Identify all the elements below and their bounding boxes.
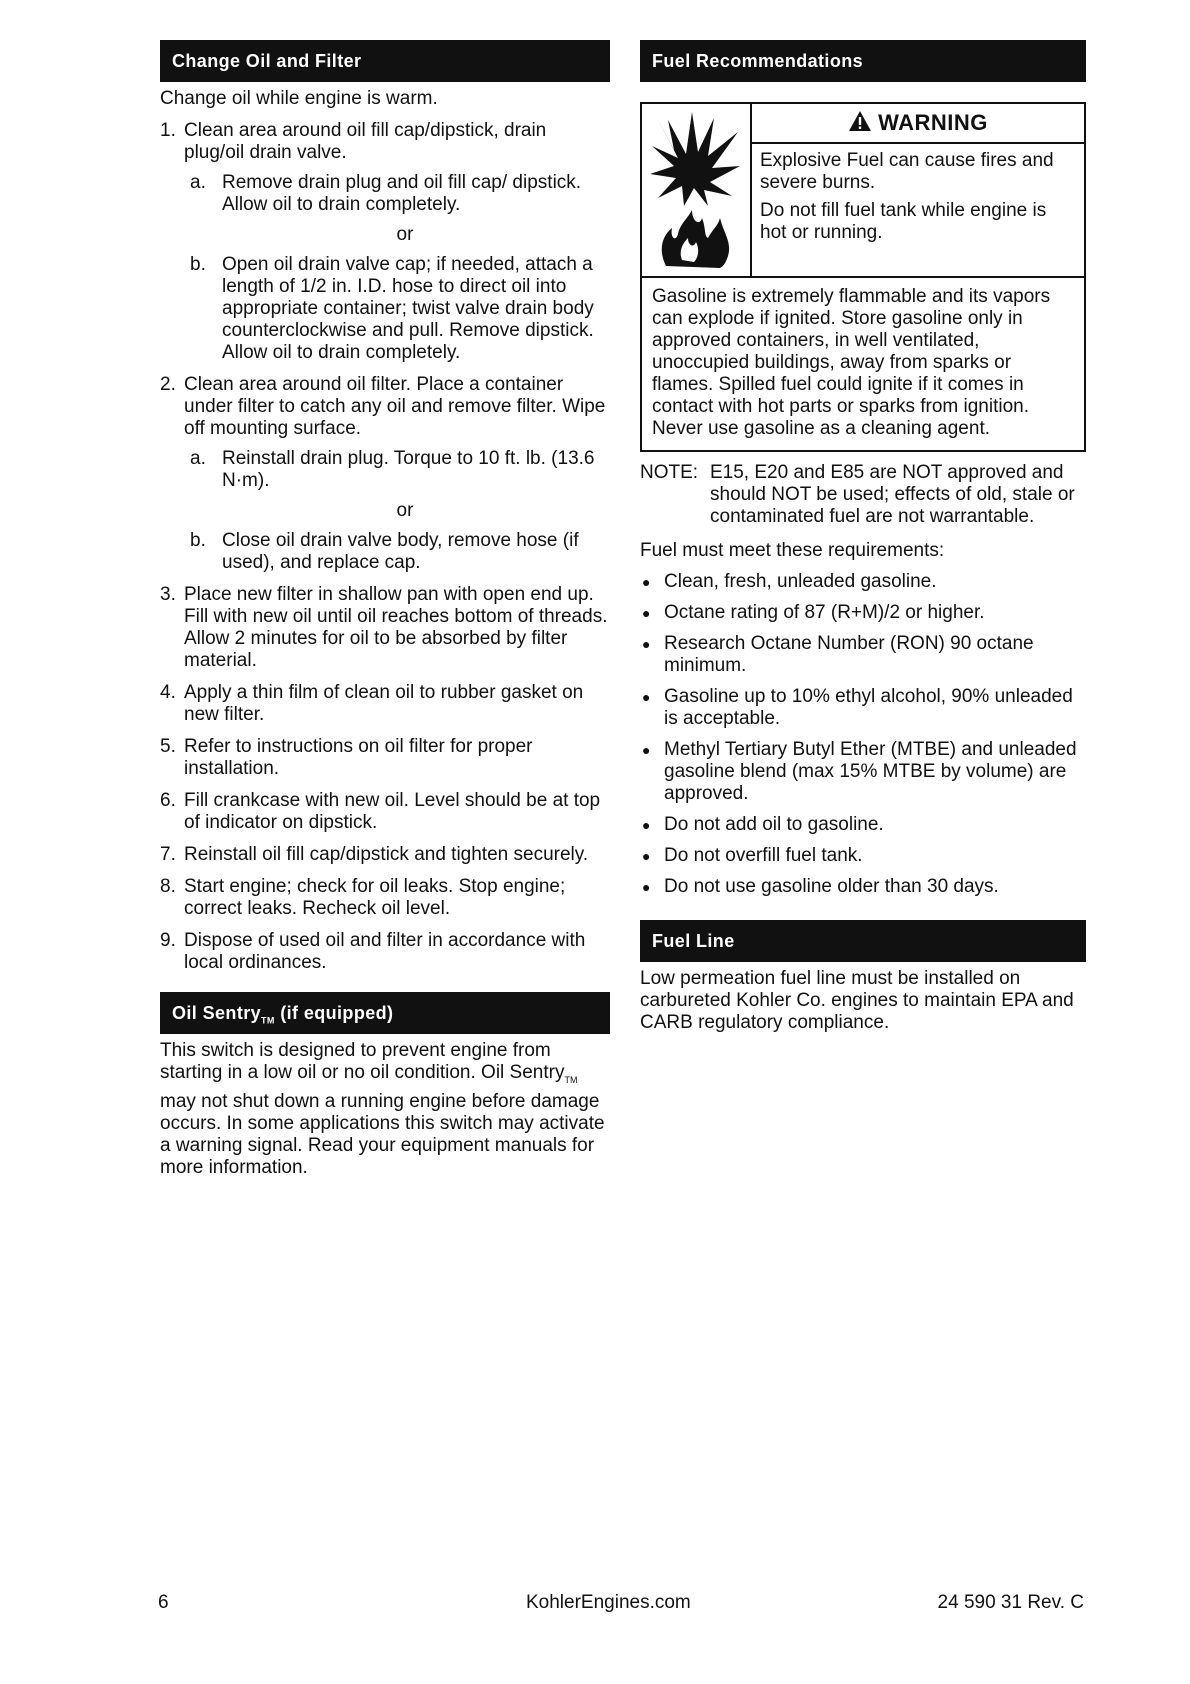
list-item: ● Octane rating of 87 (R+M)/2 or higher. xyxy=(642,602,985,623)
footer-website: KohlerEngines.com xyxy=(526,1592,691,1613)
list-item: ● Clean, fresh, unleaded gasoline. xyxy=(642,571,937,592)
list-item: ● Research Octane Number (RON) 90 octane minimum. xyxy=(642,633,1034,676)
or-separator: or xyxy=(396,500,414,521)
step-7: 7. Reinstall oil fill cap/dipstick and tighten securely. xyxy=(160,844,589,865)
document-number: 24 590 31 Rev. C xyxy=(937,1592,1084,1613)
step-3: 3. Place new filter in shallow pan with open end up. Fill with new oil until oil reaches bottom of threads. Allow 2 minutes for oil to be absorbed by filter material. xyxy=(160,584,608,671)
warning-line-2: Do not fill fuel tank while engine is hot or running. xyxy=(760,200,1047,243)
warning-title: WARNING xyxy=(752,104,1084,144)
list-item: ● Do not add oil to gasoline. xyxy=(642,814,884,835)
fuel-recommendations-heading: Fuel Recommendations xyxy=(640,40,1086,82)
step-2: 2. Clean area around oil filter. Place a container under filter to catch any oil and remove filter. Wipe off mounting surface. xyxy=(160,374,606,439)
oil-sentry-heading: Oil Sentry$_{TM}$ (if equipped) xyxy=(160,992,610,1034)
page-number: 6 xyxy=(158,1592,169,1613)
step-6: 6. Fill crankcase with new oil. Level should be at top of indicator on dipstick. xyxy=(160,790,601,833)
requirements-list xyxy=(640,571,1086,898)
change-oil-intro: Change oil while engine is warm. xyxy=(160,88,438,109)
right-column xyxy=(640,40,1086,1034)
fuel-line-heading: Fuel Line xyxy=(640,920,1086,962)
change-oil-heading: Change Oil and Filter xyxy=(160,40,610,82)
warning-box xyxy=(640,102,1086,452)
step-2a: a. Reinstall drain plug. Torque to 10 ft. lb. (13.6 N·m). xyxy=(190,448,595,491)
step-5: 5. Refer to instructions on oil filter for proper installation. xyxy=(160,736,533,779)
warning-body: Gasoline is extremely flammable and its vapors can explode if ignited. Store gasoline only in approved containers, in well ventilated, unoccupied buildings, away from sparks or flames. Spilled fuel could ignite if it comes in contact with hot parts or sparks from ignition. Never use gasoline as a cleaning agent. xyxy=(652,286,1051,439)
left-column xyxy=(160,40,610,1179)
warning-line-1: Explosive Fuel can cause fires and severe burns. xyxy=(760,150,1054,193)
step-9: 9. Dispose of used oil and filter in accordance with local ordinances. xyxy=(160,930,586,973)
step-1: 1. Clean area around oil fill cap/dipstick, drain plug/oil drain valve. xyxy=(160,120,547,163)
fuel-line-body: Low permeation fuel line must be installed on carbureted Kohler Co. engines to maintain EPA and CARB regulatory compliance. xyxy=(640,968,1074,1033)
step-1b: b. Open oil drain valve cap; if needed, attach a length of 1/2 in. I.D. hose to direct oil into appropriate container; twist valve drain body counterclockwise and pull. Remove dipstick. Allow oil to drain completely. xyxy=(190,254,594,363)
fuel-note: NOTE: E15, E20 and E85 are NOT approved and should NOT be used; effects of old, stale or contaminated fuel are not warrantable. xyxy=(640,462,1075,527)
step-8: 8. Start engine; check for oil leaks. Stop engine; correct leaks. Recheck oil level. xyxy=(160,876,566,919)
fire-hazard-icon xyxy=(642,104,752,276)
list-item: ● Gasoline up to 10% ethyl alcohol, 90% unleaded is acceptable. xyxy=(642,686,1073,729)
step-4: 4. Apply a thin film of clean oil to rubber gasket on new filter. xyxy=(160,682,584,725)
step-1a: a. Remove drain plug and oil fill cap/ dipstick. Allow oil to drain completely. xyxy=(190,172,582,215)
or-separator: or xyxy=(396,224,414,245)
list-item: ● Do not overfill fuel tank. xyxy=(642,845,863,866)
list-item: ● Methyl Tertiary Butyl Ether (MTBE) and unleaded gasoline blend (max 15% MTBE by volume) are approved. xyxy=(642,739,1077,804)
step-2b: b. Close oil drain valve body, remove hose (if used), and replace cap. xyxy=(190,530,579,573)
list-item: ● Do not use gasoline older than 30 days. xyxy=(642,876,999,897)
warning-triangle-icon xyxy=(848,110,872,136)
requirements-intro: Fuel must meet these requirements: xyxy=(640,540,945,561)
oil-sentry-body: This switch is designed to prevent engine from starting in a low oil or no oil condition. Oil Sentry$_{TM}$ may not shut down a running engine before damage occurs. In some applications this switch may activate a warning signal. Read your equipment manuals for more information. xyxy=(160,1040,605,1178)
